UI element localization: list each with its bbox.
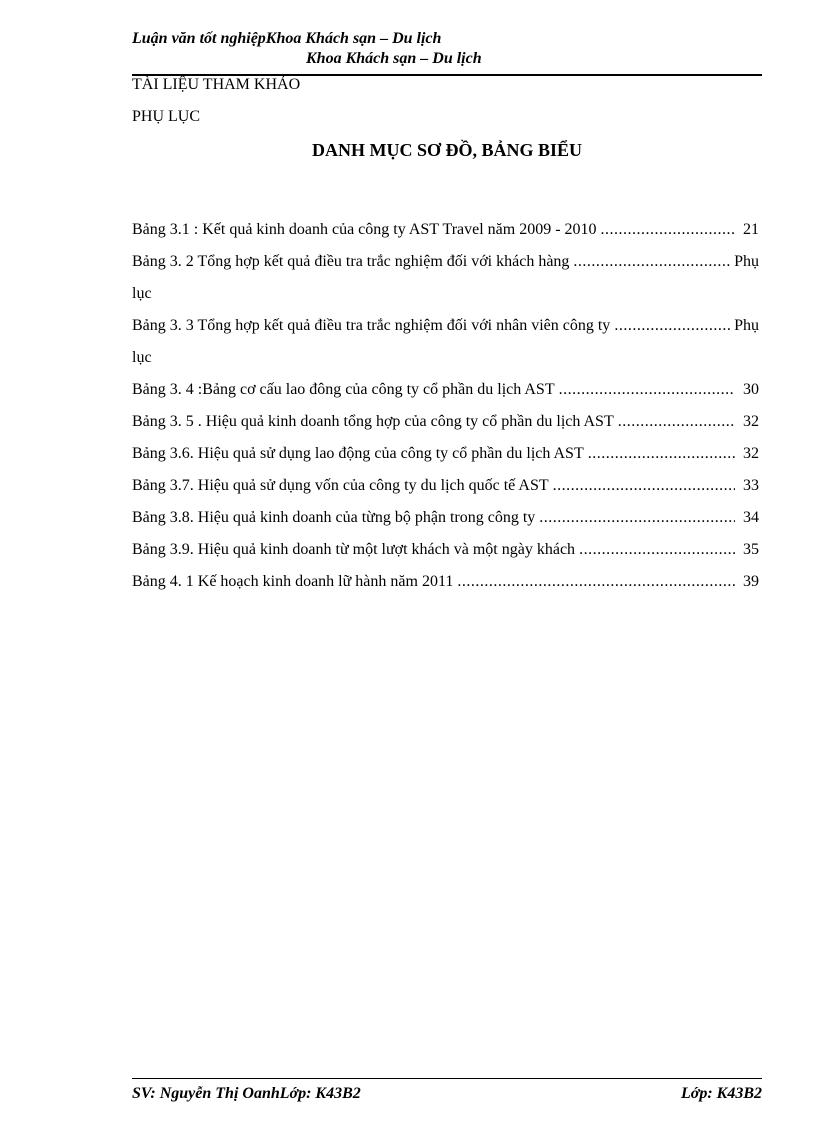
entry-label: Bảng 3. 3 Tổng hợp kết quả điều tra trắc nghiệm đối với nhân viên công ty (132, 317, 611, 334)
entry-label: Bảng 3. 2 Tổng hợp kết quả điều tra trắc nghiệm đối với khách hàng (132, 253, 570, 270)
appendix-heading: PHỤ LỤC (132, 108, 201, 125)
list-item[interactable] (132, 310, 759, 374)
references-heading: TÀI LIỆU THAM KHẢO (132, 76, 301, 93)
entry-page: 34 (743, 509, 759, 526)
dot-leader (539, 502, 735, 534)
page-footer (132, 1078, 762, 1107)
list-item[interactable] (132, 534, 759, 566)
dot-leader (601, 214, 735, 246)
list-item[interactable] (132, 214, 759, 246)
entry-label: Bảng 3.7. Hiệu quả sử dụng vốn của công ty du lịch quốc tế AST (132, 477, 549, 494)
list-item[interactable] (132, 246, 759, 310)
entry-page: 32 (743, 445, 759, 462)
dot-leader (588, 438, 735, 470)
page-header (132, 30, 762, 76)
entry-page: Phụ (734, 317, 759, 334)
entry-page: 35 (743, 541, 759, 558)
entry-label: Bảng 3. 5 . Hiệu quả kinh doanh tổng hợp của công ty cổ phần du lịch AST (132, 413, 614, 430)
entry-page: 21 (743, 221, 759, 238)
entry-label: Bảng 3. 4 :Bảng cơ cấu lao đông của công ty cổ phần du lịch AST (132, 381, 555, 398)
page-title: DANH MỤC SƠ ĐỒ, BẢNG BIỂU (311, 140, 583, 160)
dot-leader (614, 310, 730, 342)
dot-leader (559, 374, 735, 406)
dot-leader (618, 406, 735, 438)
entry-label: Bảng 3.8. Hiệu quả kinh doanh của từng bộ phận trong công ty (132, 509, 536, 526)
footer-student: SV: Nguyễn Thị OanhLớp: K43B2 (132, 1085, 361, 1102)
table-list (132, 214, 759, 598)
dot-leader (553, 470, 735, 502)
entry-page: 33 (743, 477, 759, 494)
dot-leader (579, 534, 735, 566)
dot-leader (573, 246, 730, 278)
list-item[interactable] (132, 566, 759, 598)
header-thesis-title: Luận văn tốt nghiệpKhoa Khách sạn – Du lịch (132, 30, 442, 47)
entry-page: Phụ (734, 253, 759, 270)
header-faculty: Khoa Khách sạn – Du lịch (306, 50, 482, 67)
entry-page: 39 (743, 573, 759, 590)
list-item[interactable] (132, 406, 759, 438)
entry-page: 32 (743, 413, 759, 430)
list-item[interactable] (132, 502, 759, 534)
footer-class: Lớp: K43B2 (680, 1085, 762, 1102)
dot-leader (457, 566, 735, 598)
list-item[interactable] (132, 470, 759, 502)
list-item[interactable] (132, 438, 759, 470)
entry-continuation: lục (132, 349, 152, 366)
entry-label: Bảng 3.9. Hiệu quả kinh doanh từ một lượt khách và một ngày khách (132, 541, 576, 558)
entry-label: Bảng 4. 1 Kế hoạch kinh doanh lữ hành năm 2011 (132, 573, 454, 590)
entry-page: 30 (743, 381, 759, 398)
entry-label: Bảng 3.6. Hiệu quả sử dụng lao động của công ty cổ phần du lịch AST (132, 445, 584, 462)
entry-label: Bảng 3.1 : Kết quả kinh doanh của công ty AST Travel năm 2009 - 2010 (132, 221, 597, 238)
entry-continuation: lục (132, 285, 152, 302)
list-item[interactable] (132, 374, 759, 406)
